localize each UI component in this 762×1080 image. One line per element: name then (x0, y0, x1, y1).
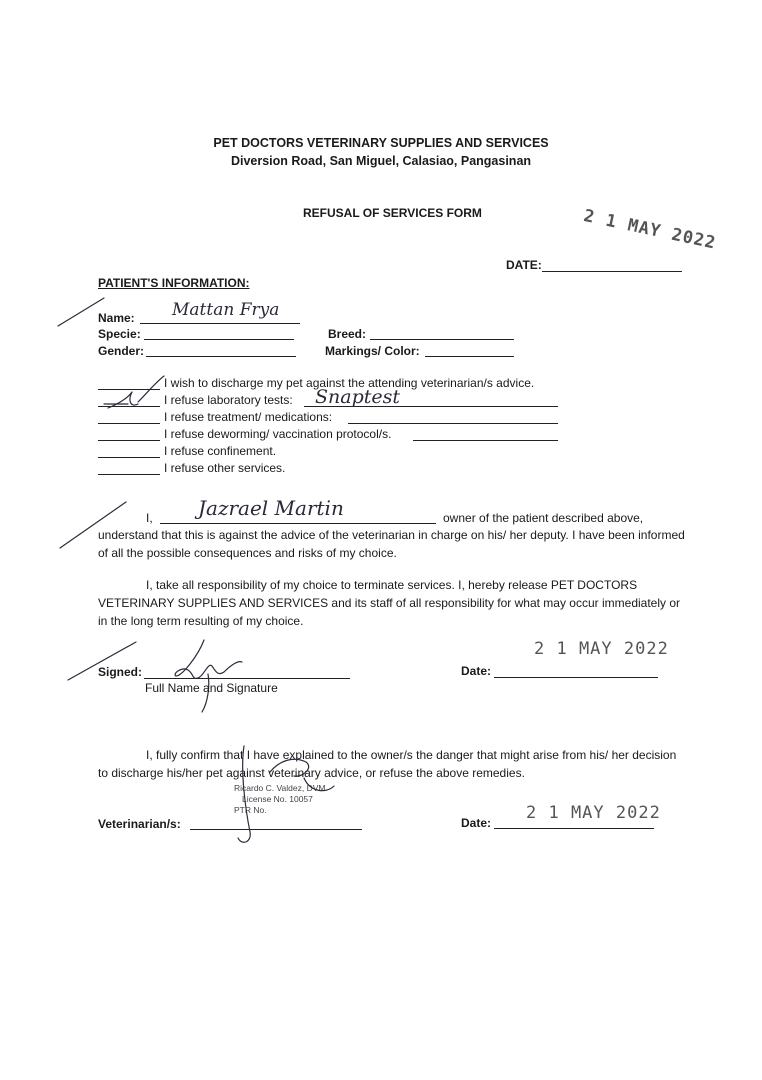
owner-prefix: I, (146, 511, 153, 525)
veterinarian-label: Veterinarian/s: (98, 817, 181, 831)
date-stamp-top: 2 1 MAY 2022 (581, 206, 718, 254)
owner-statement-text: understand that this is against the advice of the veterinarian in charge on his/ her deputy. I have been informed of all the possible consequences and risks of my choice. (98, 528, 685, 560)
patient-section-title: PATIENT'S INFORMATION: (98, 276, 250, 290)
markings-field-line (425, 356, 514, 357)
breed-field-line (370, 339, 514, 340)
option-confinement: I refuse confinement. (164, 444, 277, 458)
option-deworming: I refuse deworming/ vaccination protocol/s. (164, 427, 392, 441)
owner-name: Jazrael Martin (198, 496, 344, 520)
name-field-line (140, 323, 300, 324)
vet-stamp-license: License No. 10057 (242, 794, 313, 804)
option-lab-tests: I refuse laboratory tests: (164, 393, 293, 407)
date-field-line (542, 271, 682, 272)
responsibility-text: I, take all responsibility of my choice to terminate services. I, hereby release PET DOCTORS VETERINARY SUPPLIES AND SERVICES and its staff of all responsibility for what may occur immediately or in the long term resulting of my choice. (98, 578, 681, 628)
vet-date-label: Date: (461, 816, 492, 830)
specie-label: Specie: (98, 327, 141, 341)
vet-date-value: 2 1 MAY 2022 (526, 803, 661, 823)
company-name: PET DOCTORS VETERINARY SUPPLIES AND SERVICES (213, 136, 549, 150)
owner-signature (168, 636, 248, 716)
signed-date-value: 2 1 MAY 2022 (534, 639, 669, 659)
owner-line1-suffix: owner of the patient described above, (443, 511, 644, 525)
confirmation-text: I, fully confirm that I have explained to the owner/s the danger that might arise from his/ her decision to discharge his/her pet against veterinary advice, or refuse the above remedies. (98, 748, 677, 780)
lab-tests-value: Snaptest (315, 386, 401, 408)
initials-marks (98, 374, 178, 414)
breed-label: Breed: (328, 327, 367, 341)
option-treatment: I refuse treatment/ medications: (164, 410, 333, 424)
vet-stamp-name: Ricardo C. Valdez, DVM (234, 783, 326, 793)
form-title: REFUSAL OF SERVICES FORM (303, 206, 482, 220)
company-address: Diversion Road, San Miguel, Calasiao, Pangasinan (230, 154, 532, 168)
option-other: I refuse other services. (164, 461, 286, 475)
option-discharge: I wish to discharge my pet against the attending veterinarian/s advice. (164, 376, 535, 390)
signed-sublabel: Full Name and Signature (145, 681, 278, 695)
date-label: DATE: (506, 258, 542, 272)
name-value: Mattan Frya (172, 300, 280, 320)
veterinarian-signature (210, 742, 340, 852)
specie-field-line (144, 339, 294, 340)
gender-field-line (146, 356, 296, 357)
gender-label: Gender: (98, 344, 145, 358)
signed-date-label: Date: (461, 664, 492, 678)
markings-label: Markings/ Color: (325, 344, 420, 358)
vet-stamp-ptr: PTR No. (234, 805, 267, 815)
name-label: Name: (98, 311, 135, 325)
signed-label: Signed: (98, 665, 142, 679)
